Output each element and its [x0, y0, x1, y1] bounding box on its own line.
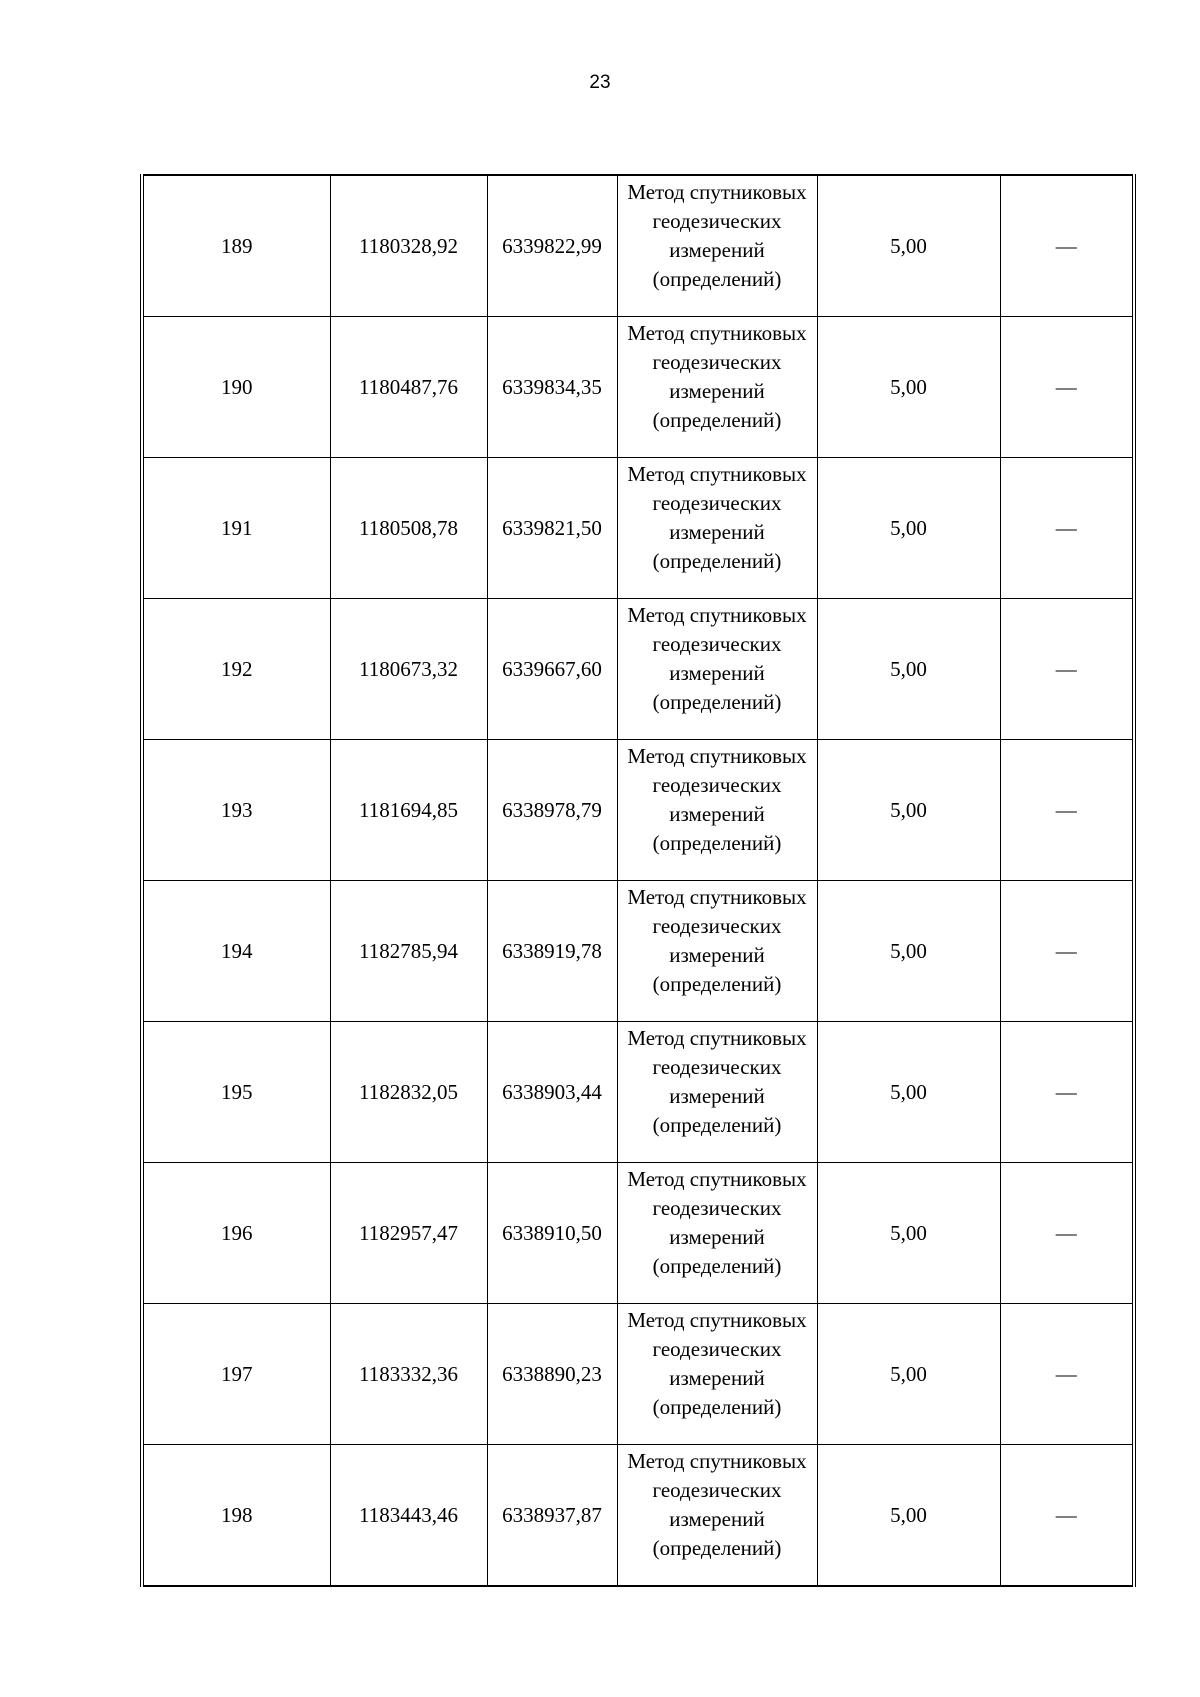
y-coordinate-cell: 6338919,78 [487, 881, 617, 1022]
method-cell [617, 317, 817, 458]
method-line: измерений [669, 379, 765, 403]
point-number-cell: 194 [142, 881, 330, 1022]
point-number-cell: 193 [142, 740, 330, 881]
method-line: Метод спутниковых [627, 603, 807, 627]
x-coordinate-cell: 1180328,92 [330, 175, 487, 317]
accuracy-cell: 5,00 [817, 1163, 1000, 1304]
y-coordinate-cell: 6338937,87 [487, 1445, 617, 1587]
note-cell [1000, 599, 1134, 740]
dash-mark: — [1055, 374, 1077, 399]
method-line: геодезических [652, 209, 782, 233]
method-cell [617, 458, 817, 599]
point-number-cell: 190 [142, 317, 330, 458]
dash-mark: — [1055, 1220, 1077, 1245]
accuracy-cell: 5,00 [817, 599, 1000, 740]
note-cell [1000, 1163, 1134, 1304]
method-line: геодезических [652, 491, 782, 515]
method-line: Метод спутниковых [627, 1308, 807, 1332]
method-line: Метод спутниковых [627, 321, 807, 345]
x-coordinate-cell: 1180673,32 [330, 599, 487, 740]
point-number-cell: 195 [142, 1022, 330, 1163]
method-line: измерений [669, 238, 765, 262]
method-line: Метод спутниковых [627, 462, 807, 486]
table-row [142, 175, 1134, 317]
y-coordinate-cell: 6339822,99 [487, 175, 617, 317]
point-number-cell: 192 [142, 599, 330, 740]
accuracy-cell: 5,00 [817, 740, 1000, 881]
note-cell [1000, 175, 1134, 317]
table-row [142, 317, 1134, 458]
point-number-cell: 197 [142, 1304, 330, 1445]
accuracy-cell: 5,00 [817, 881, 1000, 1022]
method-line: измерений [669, 661, 765, 685]
method-cell [617, 881, 817, 1022]
method-line: (определений) [652, 408, 782, 432]
x-coordinate-cell: 1183332,36 [330, 1304, 487, 1445]
table-row [142, 1022, 1134, 1163]
method-cell [617, 175, 817, 317]
y-coordinate-cell: 6338890,23 [487, 1304, 617, 1445]
method-line: геодезических [652, 914, 782, 938]
y-coordinate-cell: 6339834,35 [487, 317, 617, 458]
method-line: измерений [669, 1084, 765, 1108]
method-line: геодезических [652, 632, 782, 656]
accuracy-cell: 5,00 [817, 458, 1000, 599]
table-row [142, 740, 1134, 881]
method-line: измерений [669, 1366, 765, 1390]
method-line: геодезических [652, 1337, 782, 1361]
table-row [142, 881, 1134, 1022]
point-number-cell: 198 [142, 1445, 330, 1587]
method-line: (определений) [652, 267, 782, 291]
y-coordinate-cell: 6338978,79 [487, 740, 617, 881]
method-line: Метод спутниковых [627, 885, 807, 909]
coordinates-table [140, 174, 1136, 1587]
y-coordinate-cell: 6339821,50 [487, 458, 617, 599]
method-line: измерений [669, 1507, 765, 1531]
note-cell [1000, 458, 1134, 599]
method-cell [617, 599, 817, 740]
x-coordinate-cell: 1180508,78 [330, 458, 487, 599]
method-line: (определений) [652, 972, 782, 996]
method-line: (определений) [652, 1536, 782, 1560]
page-number: 23 [589, 72, 611, 93]
method-line: Метод спутниковых [627, 180, 807, 204]
method-line: измерений [669, 1225, 765, 1249]
method-cell [617, 1163, 817, 1304]
y-coordinate-cell: 6339667,60 [487, 599, 617, 740]
x-coordinate-cell: 1183443,46 [330, 1445, 487, 1587]
method-line: (определений) [652, 1113, 782, 1137]
point-number-cell: 191 [142, 458, 330, 599]
table-row [142, 1304, 1134, 1445]
dash-mark: — [1055, 797, 1077, 822]
dash-mark: — [1055, 1502, 1077, 1527]
table-row [142, 599, 1134, 740]
accuracy-cell: 5,00 [817, 1022, 1000, 1163]
note-cell [1000, 1445, 1134, 1587]
y-coordinate-cell: 6338903,44 [487, 1022, 617, 1163]
y-coordinate-cell: 6338910,50 [487, 1163, 617, 1304]
accuracy-cell: 5,00 [817, 1304, 1000, 1445]
note-cell [1000, 1304, 1134, 1445]
dash-mark: — [1055, 938, 1077, 963]
method-line: Метод спутниковых [627, 1449, 807, 1473]
method-line: Метод спутниковых [627, 744, 807, 768]
method-line: измерений [669, 943, 765, 967]
dash-mark: — [1055, 1079, 1077, 1104]
method-line: (определений) [652, 831, 782, 855]
table-body [142, 175, 1134, 1586]
method-line: Метод спутниковых [627, 1026, 807, 1050]
method-line: измерений [669, 802, 765, 826]
method-line: геодезических [652, 773, 782, 797]
method-line: (определений) [652, 690, 782, 714]
accuracy-cell: 5,00 [817, 317, 1000, 458]
note-cell [1000, 740, 1134, 881]
point-number-cell: 196 [142, 1163, 330, 1304]
method-line: геодезических [652, 350, 782, 374]
method-line: (определений) [652, 549, 782, 573]
note-cell [1000, 317, 1134, 458]
dash-mark: — [1055, 656, 1077, 681]
x-coordinate-cell: 1181694,85 [330, 740, 487, 881]
table-row [142, 458, 1134, 599]
method-line: геодезических [652, 1478, 782, 1502]
dash-mark: — [1055, 1361, 1077, 1386]
note-cell [1000, 1022, 1134, 1163]
method-line: (определений) [652, 1395, 782, 1419]
method-line: Метод спутниковых [627, 1167, 807, 1191]
method-line: измерений [669, 520, 765, 544]
table-row [142, 1163, 1134, 1304]
x-coordinate-cell: 1182957,47 [330, 1163, 487, 1304]
method-line: (определений) [652, 1254, 782, 1278]
method-cell [617, 1022, 817, 1163]
method-cell [617, 1445, 817, 1587]
accuracy-cell: 5,00 [817, 175, 1000, 317]
dash-mark: — [1055, 515, 1077, 540]
table-row [142, 1445, 1134, 1587]
x-coordinate-cell: 1182832,05 [330, 1022, 487, 1163]
method-line: геодезических [652, 1055, 782, 1079]
accuracy-cell: 5,00 [817, 1445, 1000, 1587]
method-line: геодезических [652, 1196, 782, 1220]
x-coordinate-cell: 1182785,94 [330, 881, 487, 1022]
method-cell [617, 1304, 817, 1445]
method-cell [617, 740, 817, 881]
note-cell [1000, 881, 1134, 1022]
dash-mark: — [1055, 233, 1077, 258]
point-number-cell: 189 [142, 175, 330, 317]
x-coordinate-cell: 1180487,76 [330, 317, 487, 458]
